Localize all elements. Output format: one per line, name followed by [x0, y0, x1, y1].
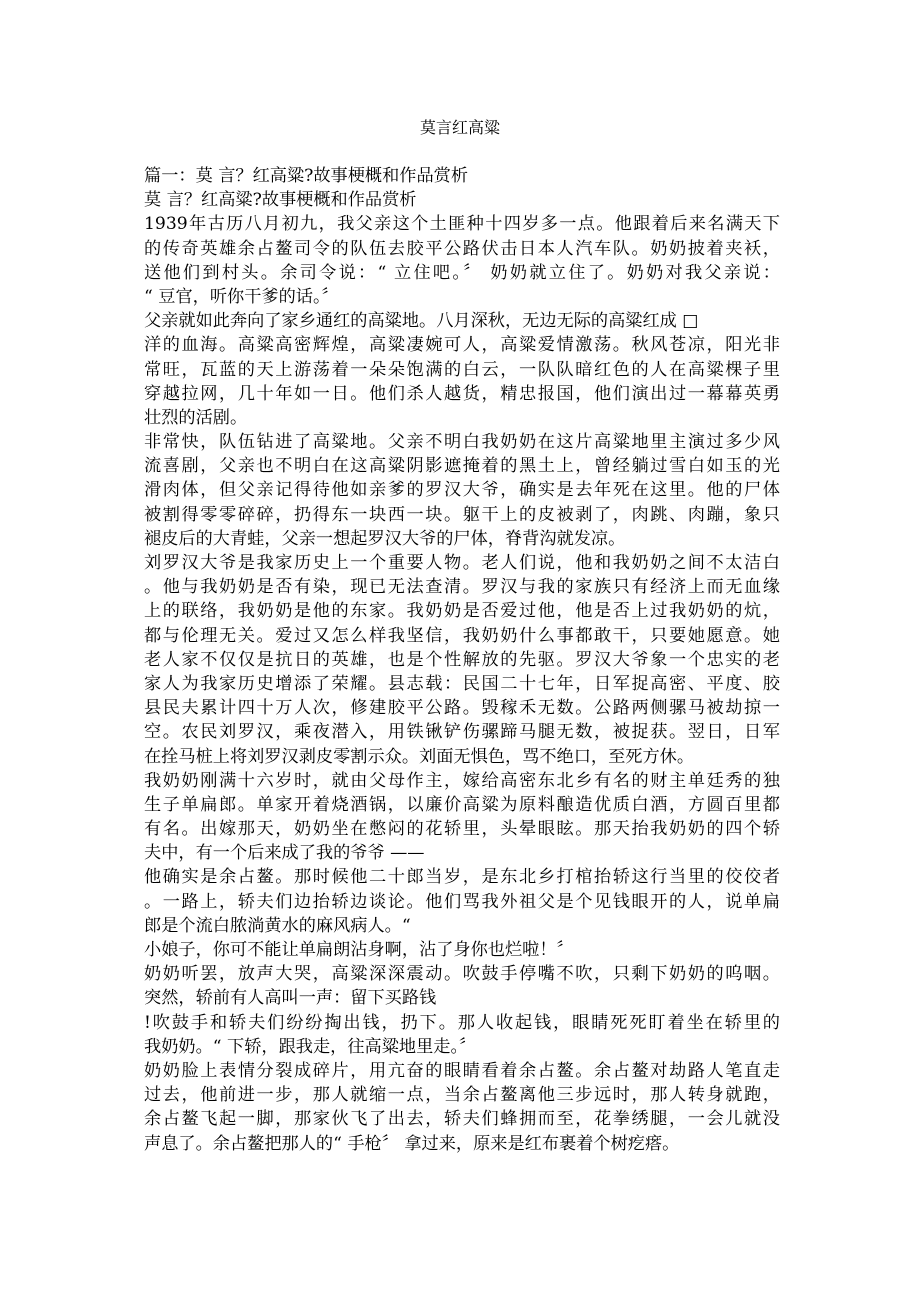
- text-line: 空。农民刘罗汉，乘夜潜入，用铁锹铲伤骡蹄马腿无数，被捉获。翌日，日军: [144, 722, 780, 743]
- text-line: 被割得零零碎碎，扔得东一块西一块。躯干上的皮被剥了，肉跳、肉蹦，象只: [144, 504, 780, 525]
- text-line: 莫 言？红高粱?故事梗概和作品赏析: [144, 190, 417, 211]
- text-line: 过去，他前进一步，那人就缩一点，当余占鳌离他三步远时，那人转身就跑，: [144, 1085, 780, 1106]
- text-line: 。他与我奶奶是否有染，现已无法查清。罗汉与我的家族只有经济上而无血缘: [144, 577, 780, 598]
- text-line: 常旺，瓦蓝的天上游荡着一朵朵饱满的白云，一队队暗红色的人在高粱棵子里: [144, 359, 780, 380]
- text-line: 他确实是余占鳌。那时候他二十郎当岁，是东北乡打棺抬轿这行当里的佼佼者: [144, 867, 780, 888]
- text-line: 有名。出嫁那天，奶奶坐在憋闷的花轿里，头晕眼眩。那天抬我奶奶的四个轿: [144, 819, 780, 840]
- text-line: 我奶奶刚满十六岁时，就由父母作主，嫁给高密东北乡有名的财主单廷秀的独: [144, 770, 780, 791]
- text-line: 都与伦理无关。爱过又怎么样我坚信，我奶奶什么事都敢干，只要她愿意。她: [144, 625, 780, 646]
- text-line: 滑肉体，但父亲记得待他如亲爹的罗汉大爷，确实是去年死在这里。他的尸体: [144, 480, 780, 501]
- text-line: 家人为我家历史增添了荣耀。县志载：民国二十七年，日军捉高密、平度、胶: [144, 673, 780, 694]
- text-line: 郎是个流白脓淌黄水的麻风病人。“: [144, 915, 411, 936]
- text-line: 生子单扁郎。单家开着烧酒锅，以廉价高粱为原料酿造优质白酒，方圆百里都: [144, 794, 780, 815]
- text-line: 老人家不仅仅是抗日的英雄，也是个性解放的先驱。罗汉大爷象一个忠实的老: [144, 649, 780, 670]
- text-line: 我奶奶。“ 下轿，跟我走，往高粱地里走。〞: [144, 1036, 477, 1057]
- text-line: 突然，轿前有人高叫一声：留下买路钱: [144, 988, 437, 1009]
- text-line: 穿越拉网，几十年如一日。他们杀人越货，精忠报国，他们演出过一幕幕英勇: [144, 383, 780, 404]
- text-line: 小娘子，你可不能让单扁朗沾身啊，沾了身你也烂啦！〞: [144, 940, 574, 960]
- text-line: 在拴马桩上将刘罗汉剥皮零割示众。刘面无惧色，骂不绝口，至死方休。: [144, 746, 695, 767]
- document-body: [144, 164, 780, 1156]
- text-line: 洋的血海。高粱高密辉煌，高粱凄婉可人，高粱爱情激荡。秋风苍凉，阳光非: [144, 335, 780, 356]
- text-line: 奶奶脸上表情分裂成碎片，用亢奋的眼睛看着余占鳌。余占鳌对劫路人笔直走: [144, 1060, 780, 1081]
- text-line: 夫中，有一个后来成了我的爷爷 ——: [144, 843, 425, 864]
- text-line: 。一路上，轿夫们边抬轿边谈论。他们骂我外祖父是个见钱眼开的人，说单扁: [144, 891, 780, 912]
- text-line: 上的联络，我奶奶是他的东家。我奶奶是否爱过他，他是否上过我奶奶的炕，: [144, 601, 780, 622]
- text-line: 壮烈的活剧。: [144, 407, 248, 428]
- text-line: 送他们到村头。余司令说：“ 立住吧。〞 奶奶就立住了。奶奶对我父亲说：: [144, 262, 780, 283]
- text-line: 父亲就如此奔向了家乡通红的高粱地。八月深秋，无边无际的高粱红成 □: [144, 311, 699, 332]
- text-line: “ 豆官，听你干爹的话。〞: [144, 286, 339, 307]
- text-line: 非常快，队伍钻进了高粱地。父亲不明白我奶奶在这片高粱地里主演过多少风: [144, 432, 780, 453]
- text-line: 县民夫累计四十万人次，修建胶平公路。毁稼禾无数。公路两侧骡马被劫掠一: [144, 698, 780, 719]
- text-line: 褪皮后的大青蛙，父亲一想起罗汉大爷的尸体，脊背沟就发凉。: [144, 528, 626, 549]
- text-line: !吹鼓手和轿夫们纷纷掏出钱，扔下。那人收起钱，眼睛死死盯着坐在轿里的: [144, 1012, 780, 1033]
- text-line: 1939年古历八月初九，我父亲这个土匪种十四岁多一点。他跟着后来名满天下: [144, 214, 780, 235]
- text-line: 的传奇英雄余占鳌司令的队伍去胶平公路伏击日本人汽车队。奶奶披着夹袄，: [144, 238, 780, 259]
- text-line: 余占鳌飞起一脚，那家伙飞了出去，轿夫们蜂拥而至，花拳绣腿，一会儿就没: [144, 1109, 780, 1130]
- document-title: 莫言红高粱: [419, 118, 500, 137]
- text-line: 声息了。余占鳌把那人的“ 手枪〞 拿过来，原来是红布裹着个树疙瘩。: [144, 1133, 680, 1154]
- text-line: 篇一：莫 言？红高粱?故事梗概和作品赏析: [144, 166, 469, 186]
- text-line: 奶奶听罢，放声大哭，高粱深深震动。吹鼓手停嘴不吹，只剩下奶奶的呜咽。: [144, 964, 780, 985]
- text-line: 流喜剧，父亲也不明白在这高粱阴影遮掩着的黑土上，曾经躺过雪白如玉的光: [144, 456, 780, 477]
- text-line: 刘罗汉大爷是我家历史上一个重要人物。老人们说，他和我奶奶之间不太洁白: [144, 553, 780, 573]
